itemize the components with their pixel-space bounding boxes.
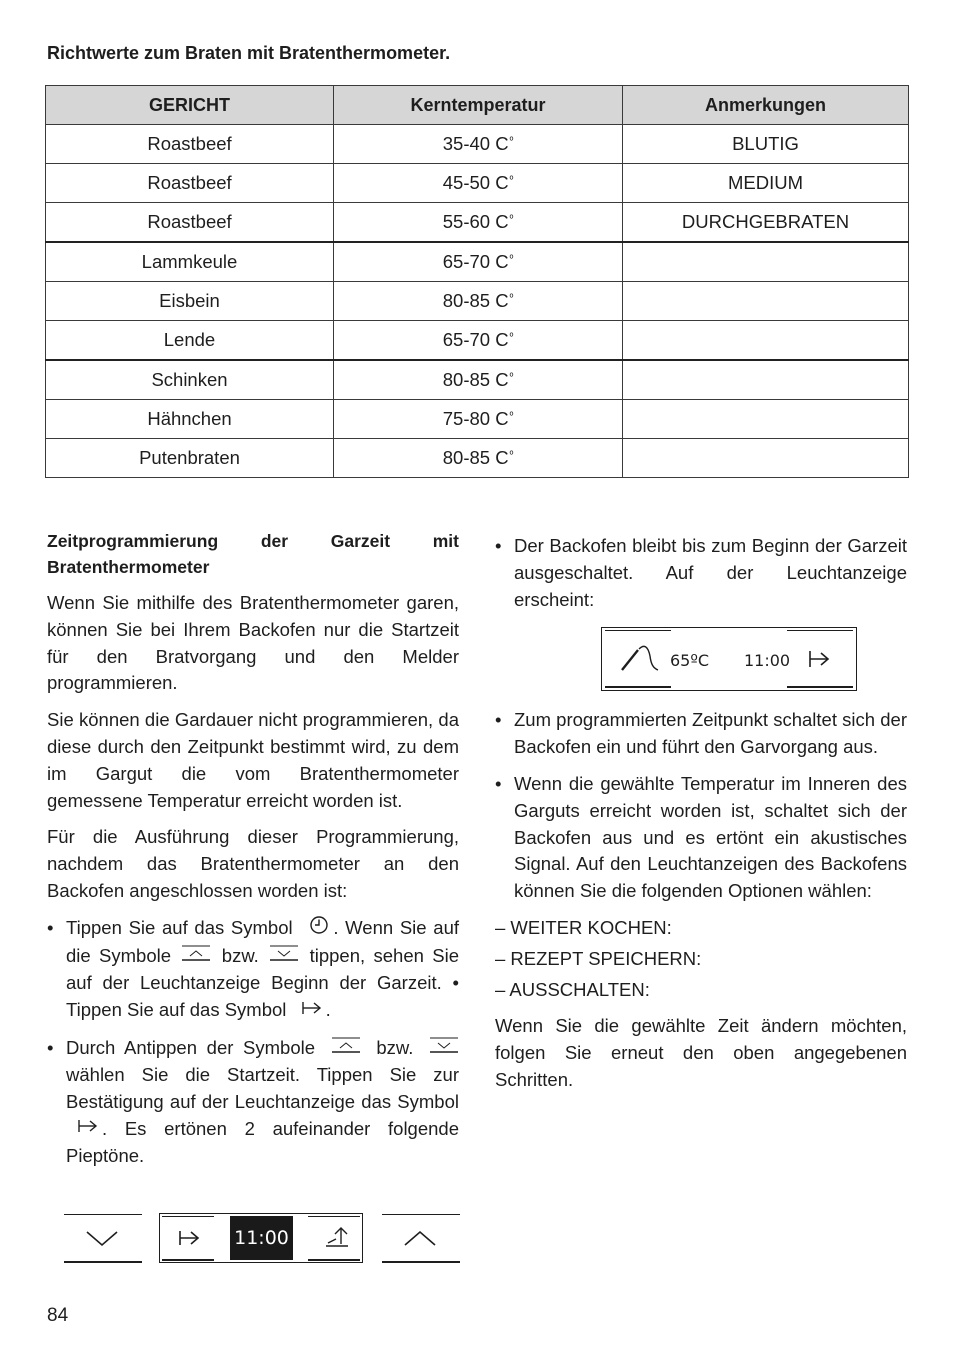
cell-dish: Lende bbox=[46, 321, 334, 361]
step-text: bzw. bbox=[221, 944, 259, 966]
table-row bbox=[46, 321, 909, 361]
cell-dish: Roastbeef bbox=[46, 203, 334, 243]
temp-value: 80-85 C bbox=[442, 290, 509, 311]
bullet-oven-on bbox=[495, 707, 907, 761]
arrow-to-bar-icon bbox=[300, 998, 324, 1025]
degree-mark: º bbox=[509, 332, 514, 343]
control-panel-illustration bbox=[62, 1213, 462, 1265]
cell-temp bbox=[334, 164, 623, 203]
bullet-dot: • bbox=[495, 535, 502, 556]
option-save-recipe: – REZEPT SPEICHERN: bbox=[495, 947, 702, 969]
temp-value: 35-40 C bbox=[442, 133, 509, 154]
degree-mark: º bbox=[509, 293, 514, 304]
table-row bbox=[46, 282, 909, 321]
cell-note: MEDIUM bbox=[623, 164, 909, 203]
bullet-step-1 bbox=[47, 915, 459, 1025]
step-text: . Wenn Sie auf die Symbole bbox=[66, 916, 459, 966]
bullet-temp-reached bbox=[495, 771, 907, 905]
bullet-dot: • bbox=[495, 709, 502, 731]
step-text: tippen, sehen Sie auf der Leuchtanzeige Beginn der Garzeit. • bbox=[66, 944, 460, 994]
step-text: wählen Sie die Startzeit. Tippen Sie zur Bestätigung auf der Leuchtanzeige das Symbol bbox=[66, 1064, 459, 1112]
degree-mark: º bbox=[509, 411, 514, 422]
table-row bbox=[46, 203, 909, 243]
cell-temp bbox=[334, 203, 623, 243]
step-text: Tippen Sie auf das Symbol bbox=[66, 999, 287, 1021]
option-continue: – WEITER KOCHEN: bbox=[495, 916, 672, 938]
cell-note bbox=[623, 439, 909, 478]
cell-dish: Schinken bbox=[46, 360, 334, 400]
step-text: Durch Antippen der Symbole bbox=[66, 1036, 316, 1058]
heading-word: Zeitprogrammierung bbox=[47, 531, 219, 551]
table-row bbox=[46, 400, 909, 439]
cell-note bbox=[623, 400, 909, 439]
temp-value: 45-50 C bbox=[442, 172, 509, 193]
heading-word: Bratenthermometer bbox=[47, 557, 210, 577]
step-text: bzw. bbox=[376, 1036, 414, 1058]
cell-temp bbox=[334, 321, 623, 361]
section-heading bbox=[47, 528, 459, 580]
right-column bbox=[495, 533, 907, 1094]
arrow-to-bar-icon bbox=[806, 648, 832, 678]
paragraph-setup: Für die Ausführung dieser Programmierung, nachdem das Bratenthermometer an den Backofen angeschlossen worden ist: bbox=[47, 826, 459, 901]
cell-temp bbox=[334, 125, 623, 164]
cell-dish: Roastbeef bbox=[46, 164, 334, 203]
cell-note: BLUTIG bbox=[623, 125, 909, 164]
cell-note: DURCHGEBRATEN bbox=[623, 203, 909, 243]
cell-dish: Putenbraten bbox=[46, 439, 334, 478]
bullet-dot: • bbox=[47, 1036, 54, 1058]
bullet-dot: • bbox=[495, 772, 502, 794]
degree-mark: º bbox=[509, 136, 514, 147]
time-value: 11:00 bbox=[234, 1227, 289, 1249]
cell-dish: Lammkeule bbox=[46, 242, 334, 282]
chevron-down-icon bbox=[269, 943, 299, 970]
degree-mark: º bbox=[509, 254, 514, 265]
header-core-temp: Kerntemperatur bbox=[334, 86, 623, 125]
chevron-up-icon bbox=[402, 1227, 438, 1254]
oven-display-illustration bbox=[601, 627, 857, 691]
degree-mark: º bbox=[509, 175, 514, 186]
arrow-to-bar-icon bbox=[76, 1116, 100, 1143]
cell-dish: Hähnchen bbox=[46, 400, 334, 439]
temp-value: 80-85 C bbox=[442, 447, 509, 468]
probe-rise-icon bbox=[324, 1224, 350, 1255]
start-time: 11:00 bbox=[744, 651, 791, 671]
table-row bbox=[46, 439, 909, 478]
probe-icon bbox=[618, 642, 660, 682]
table-row bbox=[46, 125, 909, 164]
bullet-dot: • bbox=[47, 916, 54, 938]
heading-word: der bbox=[260, 531, 289, 551]
page-number: 84 bbox=[47, 1305, 69, 1326]
chevron-down-icon bbox=[429, 1035, 459, 1062]
cell-dish: Roastbeef bbox=[46, 125, 334, 164]
cell-temp bbox=[334, 439, 623, 478]
heading-word: mit bbox=[432, 531, 459, 551]
clock-icon bbox=[309, 915, 329, 943]
probe-temp: 65ºC bbox=[670, 651, 710, 671]
step-text: Tippen Sie auf das Symbol bbox=[66, 916, 293, 938]
chevron-up-icon bbox=[181, 943, 211, 970]
cell-temp bbox=[334, 400, 623, 439]
arrow-to-bar-icon bbox=[176, 1228, 202, 1253]
header-dish: GERICHT bbox=[46, 86, 334, 125]
degree-mark: º bbox=[509, 214, 514, 225]
temp-value: 75-80 C bbox=[442, 408, 509, 429]
roast-temperature-table bbox=[45, 85, 909, 478]
cell-temp bbox=[334, 242, 623, 282]
temp-value: 65-70 C bbox=[442, 251, 509, 272]
cell-note bbox=[623, 242, 909, 282]
table-row bbox=[46, 164, 909, 203]
step-text: Der Backofen bleibt bis zum Beginn der Garzeit ausgeschaltet. Auf der Leuchtanzeige erscheint: bbox=[514, 535, 907, 610]
cell-note bbox=[623, 282, 909, 321]
cell-temp bbox=[334, 282, 623, 321]
paragraph-intro: Wenn Sie mithilfe des Bratenthermometer garen, können Sie bei Ihrem Backofen nur die Startzeit für den Bratvorgang und den Melder programmieren. bbox=[47, 592, 459, 694]
chevron-down-icon bbox=[84, 1227, 120, 1254]
time-display bbox=[230, 1216, 293, 1260]
table-header-row bbox=[46, 86, 909, 125]
temp-value: 55-60 C bbox=[442, 211, 509, 232]
option-switch-off: – AUSSCHALTEN: bbox=[495, 978, 650, 1000]
cell-temp bbox=[334, 360, 623, 400]
chevron-up-icon bbox=[331, 1035, 361, 1062]
step-text: . bbox=[325, 999, 331, 1021]
bullet-step-2 bbox=[47, 1035, 459, 1170]
header-notes: Anmerkungen bbox=[623, 86, 909, 125]
table-row bbox=[46, 242, 909, 282]
step-text: Zum programmierten Zeitpunkt schaltet sich der Backofen ein und führt den Garvorgang aus. bbox=[514, 709, 907, 758]
cell-dish: Eisbein bbox=[46, 282, 334, 321]
step-text: Wenn die gewählte Temperatur im Inneren des Garguts erreicht worden ist, schaltet sich der Backofen aus und es ertönt ein akustisches Signal. Auf den Leuchtanzeigen des Backofens können Sie die folgenden Optionen wählen: bbox=[514, 772, 907, 902]
paragraph-duration: Sie können die Gardauer nicht programmieren, da diese durch den Zeitpunkt bestimmt wird, zu dem im Gargut die vom Bratenthermometer gemessene Temperatur erreicht worden ist. bbox=[47, 709, 459, 811]
paragraph-closing: Wenn Sie die gewählte Zeit ändern möchten, folgen Sie erneut den oben angegebenen Schritten. bbox=[495, 1015, 907, 1090]
bullet-oven-off bbox=[495, 533, 907, 613]
degree-mark: º bbox=[509, 372, 514, 383]
degree-mark: º bbox=[509, 450, 514, 461]
table-row bbox=[46, 360, 909, 400]
temp-value: 80-85 C bbox=[442, 369, 509, 390]
cell-note bbox=[623, 360, 909, 400]
step-text: . Es ertönen 2 aufeinander folgende Pieptöne. bbox=[66, 1117, 459, 1167]
table-title: Richtwerte zum Braten mit Bratenthermometer. bbox=[47, 43, 451, 63]
cell-note bbox=[623, 321, 909, 361]
temp-value: 65-70 C bbox=[442, 329, 509, 350]
left-column bbox=[47, 528, 459, 1180]
heading-word: Garzeit bbox=[330, 531, 391, 551]
